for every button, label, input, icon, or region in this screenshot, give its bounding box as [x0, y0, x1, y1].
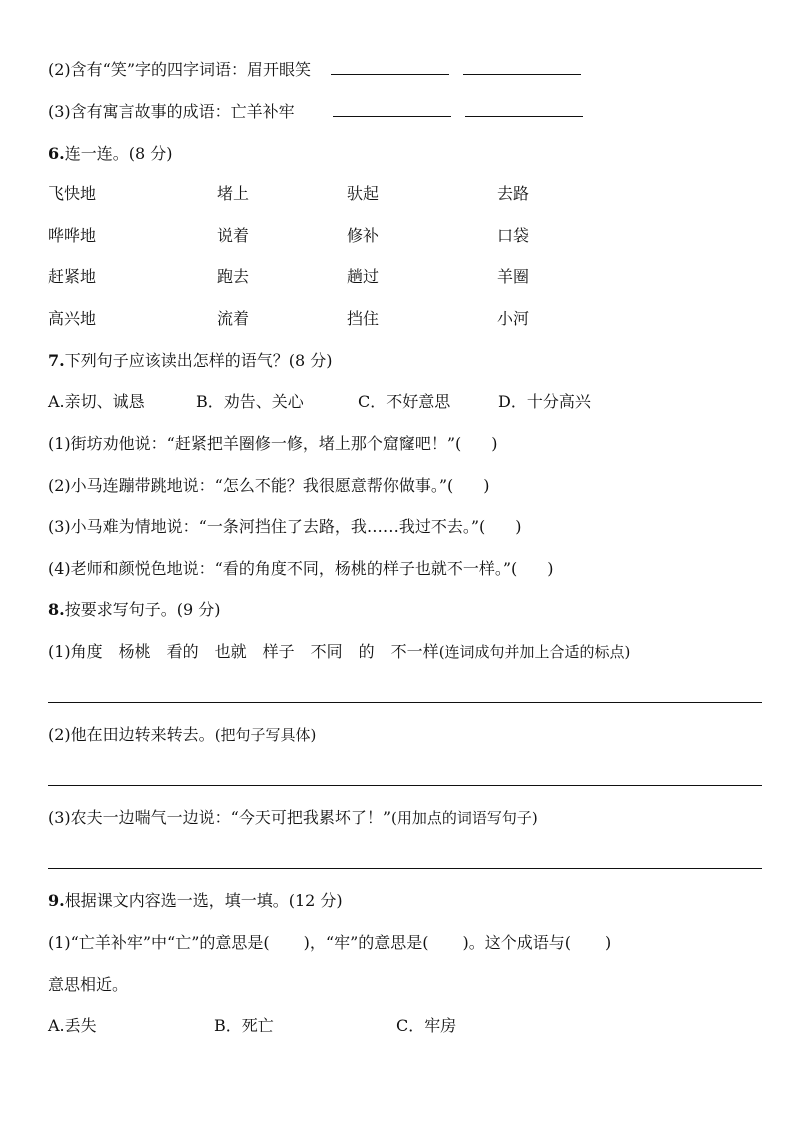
q7-item-2-text: 小马连蹦带跳地说：“怎么不能？我很愿意帮你做事。”(	[70, 476, 454, 495]
q5-item-3	[48, 102, 583, 122]
q8-heading	[48, 600, 220, 620]
q6-number: 6.	[48, 144, 65, 163]
answer-blank[interactable]	[331, 60, 449, 75]
q7-item-2-close: )	[483, 476, 490, 495]
q6-word-c2-4[interactable]: 流着	[217, 309, 250, 328]
q8-item-3-hint: (用加点的词语写句子)	[391, 809, 538, 827]
q6-heading	[48, 144, 172, 164]
q6-title: 连一连。(8 分)	[64, 144, 173, 163]
q7-heading	[48, 351, 332, 371]
q9-item-1-continued	[48, 975, 128, 995]
q8-item-2-num: (2)	[48, 725, 71, 744]
q9-item-1-num: (1)	[48, 933, 71, 952]
q8-item-3-text: 农夫一边喘气一边说：“今天可把我累坏了！”	[70, 808, 392, 827]
q7-item-1-text: 街坊劝他说：“赶紧把羊圈修一修，堵上那个窟窿吧！”(	[70, 434, 462, 453]
q7-item-4	[48, 559, 554, 579]
q6-word-c4-2[interactable]: 口袋	[497, 226, 530, 245]
q7-item-3-close: )	[515, 517, 522, 536]
q6-word-c3-3[interactable]: 趟过	[347, 267, 380, 286]
q9-number: 9.	[48, 891, 65, 910]
q9-option-c: C．牢房	[396, 1016, 457, 1035]
q6-word-c3-1[interactable]: 驮起	[347, 184, 380, 203]
q8-item-2-hint: (把句子写具体)	[214, 726, 317, 744]
q5-item-2	[48, 60, 581, 80]
q7-item-2	[48, 476, 490, 496]
q8-answer-line-1[interactable]	[48, 702, 762, 703]
q7-item-4-text: 老师和颜悦色地说：“看的角度不同，杨桃的样子也就不一样。”(	[70, 559, 518, 578]
q9-option-b: B．死亡	[214, 1016, 274, 1035]
q6-word-c3-4[interactable]: 挡住	[347, 309, 380, 328]
q6-word-c1-3[interactable]: 赶紧地	[48, 267, 97, 286]
q5-item-3-text: 含有寓言故事的成语：亡羊补牢	[70, 102, 295, 121]
q7-item-1-num: (1)	[48, 434, 71, 453]
q7-option-d: D．十分高兴	[498, 392, 591, 411]
q7-item-1	[48, 434, 498, 454]
q6-word-c1-1[interactable]: 飞快地	[48, 184, 97, 203]
q8-item-1-num: (1)	[48, 642, 71, 661]
answer-blank[interactable]	[333, 102, 451, 117]
q9-option-a: A.丢失	[48, 1016, 97, 1035]
q7-item-4-num: (4)	[48, 559, 71, 578]
q7-option-a: A.亲切、诚恳	[48, 392, 145, 411]
q9-item-1-part3: )。这个成语与(	[462, 933, 571, 952]
q8-item-3-num: (3)	[48, 808, 71, 827]
q5-item-2-num: (2)	[48, 60, 71, 79]
q7-option-b: B．劝告、关心	[196, 392, 304, 411]
q7-item-4-close: )	[547, 559, 554, 578]
q7-item-2-num: (2)	[48, 476, 71, 495]
q5-item-3-num: (3)	[48, 102, 71, 121]
q8-item-1-words: 角度 杨桃 看的 也就 样子 不同 的 不一样	[70, 642, 439, 661]
q8-number: 8.	[48, 600, 65, 619]
q9-item-1	[48, 933, 611, 953]
q6-word-c4-4[interactable]: 小河	[497, 309, 530, 328]
q6-word-c2-1[interactable]: 堵上	[217, 184, 250, 203]
answer-blank[interactable]	[463, 60, 581, 75]
q8-item-3	[48, 808, 538, 828]
q7-number: 7.	[48, 351, 65, 370]
q8-item-2	[48, 725, 316, 745]
q6-word-c3-2[interactable]: 修补	[347, 226, 380, 245]
q9-item-1-part1: “亡羊补牢”中“亡”的意思是(	[70, 933, 270, 952]
q7-item-3-num: (3)	[48, 517, 71, 536]
q7-item-3	[48, 517, 522, 537]
q8-answer-line-2[interactable]	[48, 785, 762, 786]
q8-title: 按要求写句子。(9 分)	[64, 600, 221, 619]
q8-answer-line-3[interactable]	[48, 868, 762, 869]
q6-word-c4-1[interactable]: 去路	[497, 184, 530, 203]
q5-item-2-text: 含有“笑”字的四字词语：眉开眼笑	[70, 60, 312, 79]
q8-item-2-text: 他在田边转来转去。	[70, 725, 215, 744]
q9-options	[48, 1016, 456, 1036]
q9-title: 根据课文内容选一选，填一填。(12 分)	[64, 891, 343, 910]
q8-item-1	[48, 642, 630, 662]
q9-item-1-part5: 意思相近。	[48, 975, 129, 994]
q7-item-3-text: 小马难为情地说：“一条河挡住了去路，我……我过不去。”(	[70, 517, 486, 536]
q7-options	[48, 392, 591, 412]
answer-blank[interactable]	[465, 102, 583, 117]
q6-word-c2-2[interactable]: 说着	[217, 226, 250, 245]
q6-word-c1-4[interactable]: 高兴地	[48, 309, 97, 328]
q6-word-c1-2[interactable]: 哗哗地	[48, 226, 97, 245]
q7-title: 下列句子应该读出怎样的语气？(8 分)	[64, 351, 333, 370]
q8-item-1-hint: (连词成句并加上合适的标点)	[438, 643, 631, 661]
q7-item-1-close: )	[491, 434, 498, 453]
q9-heading	[48, 891, 343, 911]
q6-word-c4-3[interactable]: 羊圈	[497, 267, 530, 286]
q9-item-1-part4: )	[605, 933, 612, 952]
q7-option-c: C．不好意思	[358, 392, 451, 411]
q9-item-1-part2: )，“牢”的意思是(	[303, 933, 429, 952]
q6-word-c2-3[interactable]: 跑去	[217, 267, 250, 286]
